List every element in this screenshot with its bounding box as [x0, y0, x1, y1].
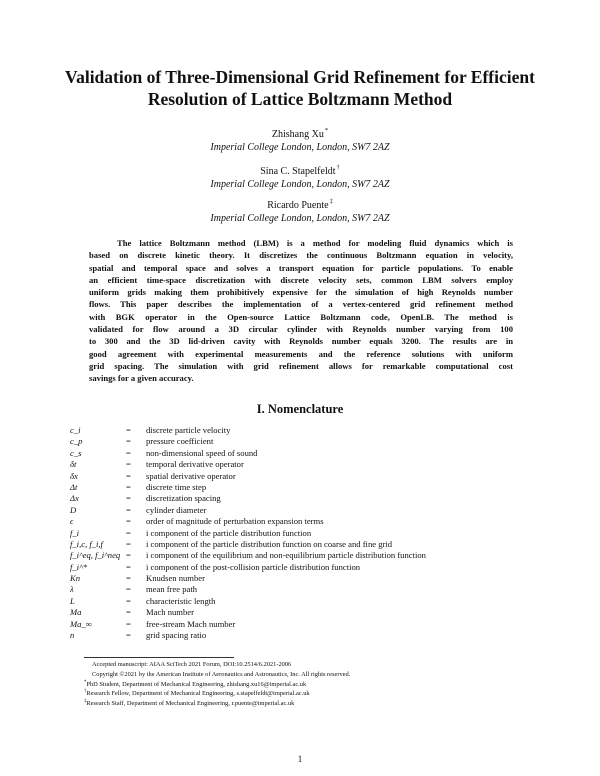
nomenclature-symbol: f_i^*: [70, 561, 87, 572]
nomenclature-row: [70, 607, 530, 618]
nomenclature-equals: =: [126, 436, 131, 447]
nomenclature-definition: mean free path: [146, 584, 198, 595]
nomenclature-symbol: f_i,c, f_i,f: [70, 538, 103, 549]
nomenclature-row: [70, 459, 530, 470]
abstract-line: validated for flow around a 3D circular cylinder with Reynolds number varying from 100: [89, 324, 513, 335]
abstract-line: with BGK operator in the Open-source Lattice Boltzmann code, OpenLB. The method is: [89, 311, 513, 322]
nomenclature-symbol: c_s: [70, 447, 82, 458]
nomenclature-symbol: δt: [70, 459, 77, 470]
nomenclature-equals: =: [126, 447, 131, 458]
nomenclature-equals: =: [126, 618, 131, 629]
nomenclature-equals: =: [126, 538, 131, 549]
abstract-line: good agreement with experimental measurements and the reference solutions with uniform: [89, 348, 513, 359]
author-name: Zhishang Xu: [271, 129, 324, 140]
nomenclature-row: [70, 573, 530, 584]
nomenclature-equals: =: [126, 527, 131, 538]
nomenclature-equals: =: [126, 584, 131, 595]
author-name: Sina C. Stapelfeldt: [260, 166, 336, 177]
nomenclature-row: [70, 471, 530, 482]
author-footnote-mark: ‡: [329, 198, 333, 205]
nomenclature-equals: =: [126, 481, 131, 492]
nomenclature-definition: i component of the equilibrium and non-equilibrium particle distribution function: [146, 550, 426, 561]
abstract-line: uniform grids making them prohibitively expensive for the simulation of high Reynolds number: [89, 287, 513, 298]
author-affiliation: Imperial College London, London, SW7 2AZ: [210, 179, 390, 190]
author-name: Ricardo Puente: [267, 200, 329, 211]
nomenclature-symbol: Δt: [70, 481, 78, 492]
footnote-manuscript: Accepted manuscript: AIAA SciTech 2021 Forum, DOI:10.2514/6.2021-2006: [92, 661, 292, 668]
paper-title: [40, 66, 560, 110]
footnote-text: Research Staff, Department of Mechanical Engineering, r.puente@imperial.ac.uk: [86, 700, 295, 708]
nomenclature-definition: order of magnitude of perturbation expansion terms: [146, 516, 324, 527]
nomenclature-row: [70, 436, 530, 447]
footnote-text: Research Fellow, Department of Mechanical Engineering, s.stapelfeldt@imperial.ac.uk: [86, 690, 310, 698]
nomenclature-definition: temporal derivative operator: [146, 459, 244, 470]
nomenclature-equals: =: [126, 516, 131, 527]
nomenclature-symbol: c_p: [70, 436, 83, 447]
nomenclature-list: [70, 425, 530, 641]
nomenclature-equals: =: [126, 595, 131, 606]
nomenclature-row: [70, 539, 530, 550]
abstract-line: flows. This paper describes the implementation of a vertex-centered grid refinement method: [89, 299, 513, 310]
nomenclature-definition: i component of the particle distribution function: [146, 527, 312, 538]
title-line-2: Resolution of Lattice Boltzmann Method: [147, 89, 453, 109]
abstract-line: The lattice Boltzmann method (LBM) is a method for modeling fluid dynamics which is: [117, 238, 513, 248]
footnote-text: PhD Student, Department of Mechanical Engineering, zhishang.xu16@imperial.ac.uk: [86, 680, 307, 688]
nomenclature-definition: non-dimensional speed of sound: [146, 447, 258, 458]
nomenclature-row: [70, 619, 530, 630]
nomenclature-definition: characteristic length: [146, 595, 216, 606]
nomenclature-definition: cylinder diameter: [146, 504, 207, 515]
abstract-line: grid spacing. The simulation with grid refinement allows for remarkable computational cost: [89, 360, 513, 371]
nomenclature-definition: discretization spacing: [146, 493, 221, 504]
author-name-line: [100, 165, 500, 178]
author-block-3: [100, 199, 500, 225]
author-name-line: [100, 199, 500, 212]
nomenclature-symbol: λ: [70, 584, 74, 595]
nomenclature-symbol: D: [70, 504, 77, 515]
nomenclature-row: [70, 584, 530, 595]
nomenclature-symbol: f_i: [70, 527, 80, 538]
nomenclature-symbol: n: [70, 630, 75, 641]
nomenclature-symbol: Ma_∞: [70, 618, 92, 629]
nomenclature-row: [70, 505, 530, 516]
nomenclature-equals: =: [126, 425, 131, 435]
nomenclature-symbol: c_i: [70, 425, 81, 435]
footnote-copyright: Copyright ©2021 by the American Institute of Aeronautics and Astronautics, Inc. All rights reserved.: [92, 670, 351, 678]
nomenclature-equals: =: [126, 607, 131, 618]
nomenclature-row: [70, 528, 530, 539]
footnote-rule: [84, 657, 234, 658]
nomenclature-definition: Knudsen number: [146, 573, 205, 584]
nomenclature-row: [70, 630, 530, 641]
nomenclature-row: [70, 425, 530, 436]
nomenclature-symbol: Ma: [70, 607, 82, 618]
section-heading-nomenclature: I. Nomenclature: [256, 402, 344, 416]
nomenclature-definition: i component of the particle distribution function on coarse and fine grid: [146, 538, 393, 549]
nomenclature-symbol: δx: [70, 470, 78, 481]
nomenclature-equals: =: [126, 573, 131, 584]
nomenclature-row: [70, 550, 530, 561]
nomenclature-definition: Mach number: [146, 607, 194, 618]
nomenclature-row: [70, 493, 530, 504]
footnote-author-3: [84, 699, 524, 709]
author-footnote-mark: †: [336, 164, 340, 171]
nomenclature-equals: =: [126, 504, 131, 515]
author-affiliation: Imperial College London, London, SW7 2AZ: [210, 142, 390, 153]
nomenclature-definition: spatial derivative operator: [146, 470, 236, 481]
nomenclature-row: [70, 562, 530, 573]
author-name-line: [100, 128, 500, 141]
nomenclature-symbol: ϵ: [70, 516, 74, 527]
nomenclature-symbol: Kn: [70, 573, 81, 584]
nomenclature-definition: grid spacing ratio: [146, 630, 207, 641]
footnote-author-1: [84, 680, 524, 690]
nomenclature-definition: free-stream Mach number: [146, 618, 236, 629]
footnote-mark: ‡: [84, 699, 87, 705]
nomenclature-equals: =: [126, 459, 131, 470]
author-block-2: [100, 165, 500, 191]
footnotes: [84, 660, 524, 709]
nomenclature-definition: discrete particle velocity: [146, 425, 231, 435]
nomenclature-symbol: L: [70, 595, 75, 606]
author-footnote-mark: *: [324, 127, 329, 134]
abstract-line: based on discrete kinetic theory. It discretizes the continuous Boltzmann equation in velocity,: [89, 250, 513, 261]
nomenclature-symbol: f_i^eq, f_i^neq: [70, 550, 121, 561]
nomenclature-definition: discrete time step: [146, 481, 207, 492]
footnote-mark: †: [84, 689, 87, 695]
author-affiliation: Imperial College London, London, SW7 2AZ: [210, 213, 390, 224]
footnote-mark: *: [84, 679, 87, 685]
abstract-line: to 300 and the 3D lid-driven cavity with Reynolds number equals 3200. The results are in: [89, 336, 513, 347]
title-line-1: Validation of Three-Dimensional Grid Refinement for Efficient: [65, 67, 535, 87]
nomenclature-row: [70, 516, 530, 527]
author-block-1: [100, 128, 500, 154]
nomenclature-equals: =: [126, 470, 131, 481]
nomenclature-row: [70, 448, 530, 459]
footnote-author-2: [84, 689, 524, 699]
nomenclature-definition: pressure coefficient: [146, 436, 214, 447]
abstract-line: savings for a given accuracy.: [89, 373, 194, 384]
nomenclature-equals: =: [126, 630, 131, 641]
nomenclature-equals: =: [126, 550, 131, 561]
page-number: 1: [297, 754, 303, 764]
abstract-line: an efficient time-space discretization with discrete velocity sets, common LBM solvers employ: [89, 274, 513, 285]
abstract: [89, 237, 513, 385]
nomenclature-definition: i component of the post-collision particle distribution function: [146, 561, 361, 572]
nomenclature-symbol: Δx: [70, 493, 79, 504]
nomenclature-equals: =: [126, 561, 131, 572]
abstract-line: spatial and temporal space and solves a transport equation for particle populations. To enable: [89, 262, 513, 273]
nomenclature-equals: =: [126, 493, 131, 504]
nomenclature-row: [70, 596, 530, 607]
nomenclature-row: [70, 482, 530, 493]
